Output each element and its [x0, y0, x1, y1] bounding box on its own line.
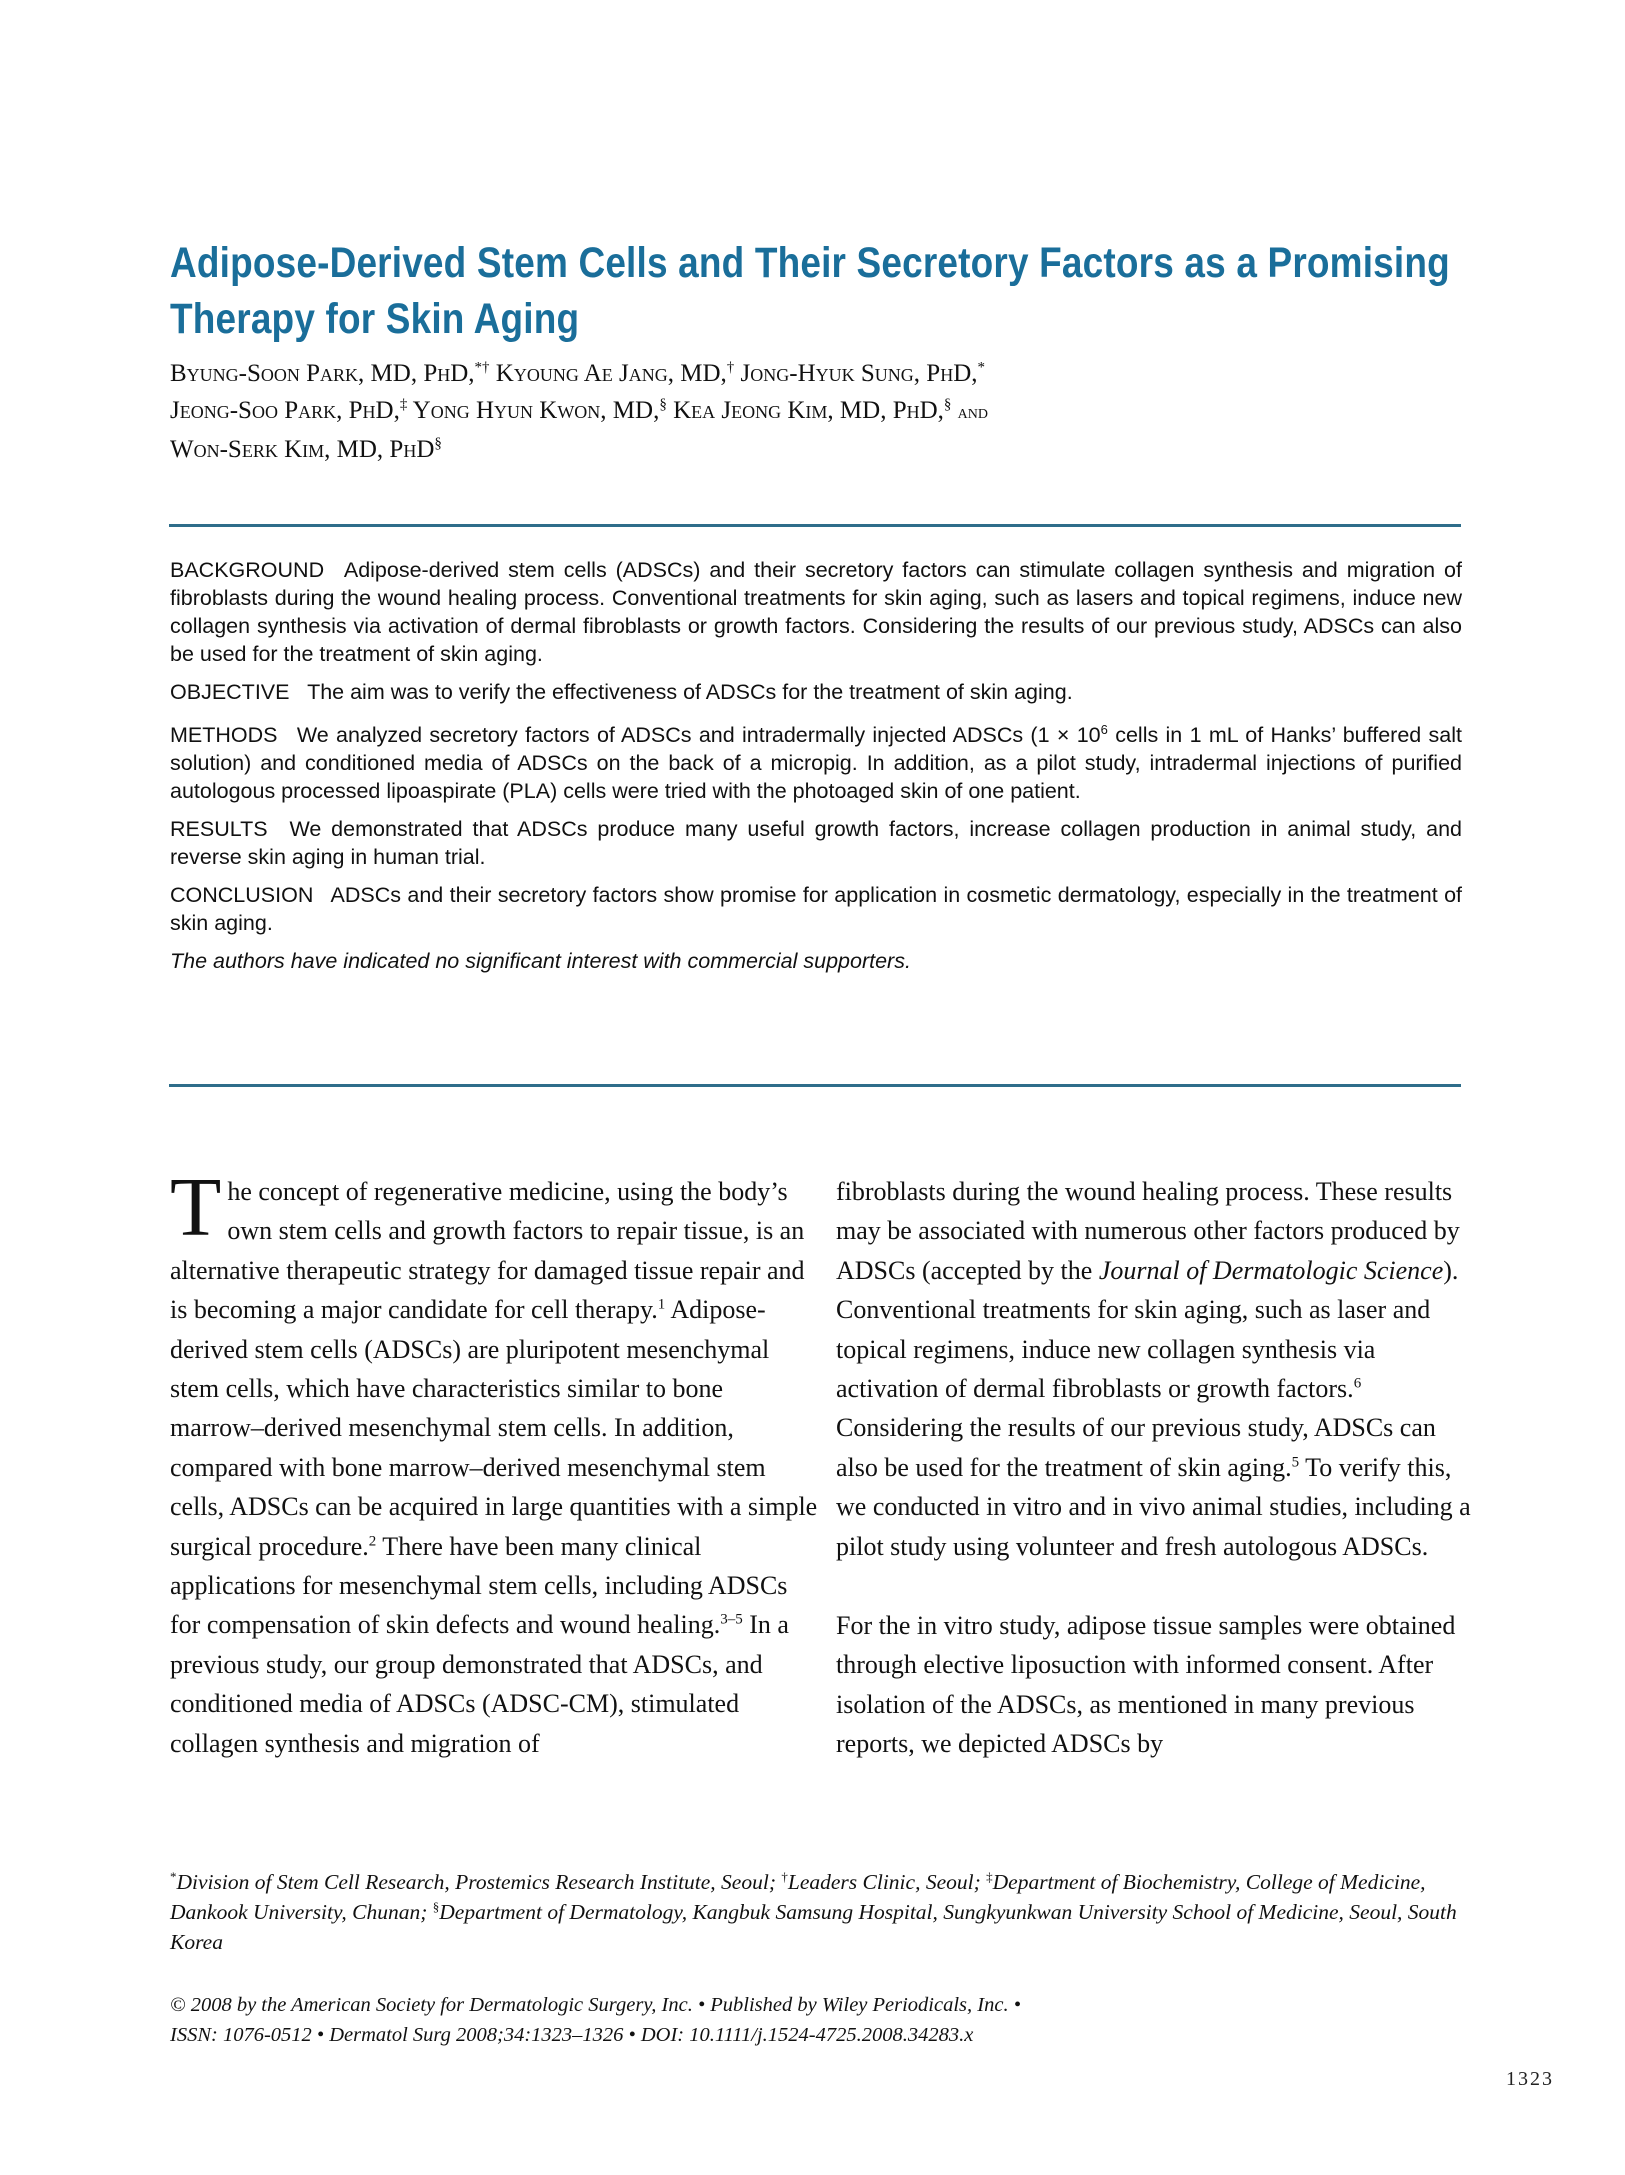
citation-doi-line: ISSN: 1076-0512 • Dermatol Surg 2008;34:1323–1326 • DOI: 10.1111/j.1524-4725.2008.34283.x — [170, 2024, 974, 2046]
citation[interactable]: 1 — [657, 1296, 666, 1313]
affiliation: Department of Biochemistry, College of Medicine, Dankook University, Chunan; — [170, 1870, 1426, 1924]
body-text: ). Conventional treatments for skin aging, such as laser and topical regimens, induce new collagen synthesis via activation of dermal fibroblasts or growth factors. — [836, 1255, 1459, 1404]
author-list — [170, 355, 1370, 468]
section-label: RESULTS — [170, 817, 268, 842]
abstract-objective — [170, 678, 1462, 706]
affiliation-mark: * — [170, 1868, 177, 1884]
body-text: In a previous study, our group demonstrated that ADSCs, and conditioned media of ADSCs (ADSC-CM), stimulated collagen synthesis and migration of — [170, 1610, 789, 1758]
author: Jong-Hyuk Sung, PhD, — [740, 360, 978, 387]
citation[interactable]: 2 — [368, 1533, 377, 1549]
drop-cap: T — [170, 1161, 222, 1254]
affiliation-mark: † — [726, 359, 735, 376]
article-title: Adipose-Derived Stem Cells and Their Secretory Factors as a Promising Therapy for Skin Aging — [170, 238, 1450, 343]
section-text: We demonstrated that ADSCs produce many useful growth factors, increase collagen production in animal study, and reverse skin aging in human trial. — [170, 817, 1462, 870]
abstract-conclusion — [170, 881, 1462, 937]
citation[interactable]: 5 — [1291, 1454, 1300, 1471]
affiliation-mark: *† — [474, 359, 490, 376]
exponent: 6 — [1100, 722, 1108, 737]
abstract — [170, 556, 1462, 985]
disclosure-statement: The authors have indicated no significant interest with commercial supporters. — [170, 949, 911, 974]
affiliation-mark: § — [434, 435, 442, 452]
affiliation: Leaders Clinic, Seoul; — [787, 1870, 987, 1894]
body-column-left — [170, 1161, 818, 1763]
section-text: ADSCs and their secretory factors show promise for application in cosmetic dermatology, especially in the treatment of skin aging. — [170, 883, 1463, 936]
section-text: cells in 1 mL of Hanks’ buffered salt solution) and conditioned media of ADSCs on the back of a micropig. In addition, as a pilot study, intradermal injections of purified autologous processed lipoaspirate (PLA) cells were tried with the photoaged skin of one patient. — [170, 723, 1463, 804]
copyright-block — [170, 1990, 1470, 2050]
citation[interactable]: 6 — [1353, 1375, 1362, 1392]
affiliation-mark: * — [977, 359, 985, 376]
body-text: fibroblasts during the wound healing process. These results may be associated with numerous other factors produced by ADSCs (accepted by the — [836, 1177, 1460, 1285]
body-text: Adipose-derived stem cells (ADSCs) are pluripotent mesenchymal stem cells, which have characteristics similar to bone marrow–derived mesenchymal stem cells. In addition, compared with bone marrow–derived mesenchymal stem cells, ADSCs can be acquired in large quantities with a simple surgical procedure. — [170, 1295, 818, 1561]
section-label: BACKGROUND — [170, 558, 325, 582]
affiliation-mark: † — [781, 1868, 788, 1884]
affiliations-footnote — [170, 1867, 1470, 1957]
section-text: The aim was to verify the effectiveness of ADSCs for the treatment of skin aging. — [307, 680, 1073, 704]
abstract-bottom-rule — [169, 1084, 1461, 1087]
paragraph-gap — [836, 1566, 1484, 1606]
page-number: 1323 — [1506, 2068, 1554, 2090]
affiliation-mark: § — [943, 396, 952, 413]
body-paragraph: For the in vitro study, adipose tissue samples were obtained through elective liposuction with informed consent. After isolation of the ADSCs, as mentioned in many previous reports, we depicted ADSCs by — [836, 1611, 1456, 1759]
journal-name: Journal of Dermatologic Science — [1098, 1255, 1444, 1285]
body-paragraph — [836, 1172, 1484, 1566]
section-label: METHODS — [170, 723, 278, 748]
body-text: There have been many clinical applications for mesenchymal stem cells, including ADSCs for compensation of skin defects and wound healing. — [170, 1531, 788, 1640]
abstract-methods — [170, 716, 1462, 805]
body-text: he concept of regenerative medicine, using the body’s own stem cells and growth factors to repair tissue, is an alternative therapeutic strategy for damaged tissue repair and is becoming a major candidate for cell therapy. — [170, 1177, 805, 1325]
body-text: To verify this, we conducted in vitro and in vivo animal studies, including a pilot study using volunteer and fresh autologous ADSCs. — [836, 1452, 1471, 1561]
citation[interactable]: 3–5 — [720, 1611, 743, 1628]
affiliation: Department of Dermatology, Kangbuk Samsung Hospital, Sungkyunkwan University School of Medicine, Seoul, South Korea — [170, 1900, 1457, 1954]
copyright-line: © 2008 by the American Society for Dermatologic Surgery, Inc. • Published by Wiley Periodicals, Inc. • — [170, 1994, 1021, 2016]
author-conjunction: and — [957, 401, 989, 423]
section-label: OBJECTIVE — [170, 680, 290, 704]
section-label: CONCLUSION — [170, 883, 314, 908]
author: Won-Serk Kim, MD, PhD — [170, 436, 435, 463]
abstract-top-rule — [169, 524, 1461, 527]
author: Byung-Soon Park, MD, PhD, — [170, 360, 475, 387]
abstract-results — [170, 815, 1462, 871]
abstract-background — [170, 556, 1462, 668]
section-text: Adipose-derived stem cells (ADSCs) and their secretory factors can stimulate collagen synthesis and migration of fibroblasts during the wound healing process. Conventional treatments for skin aging, such as lasers and topical regimens, induce new collagen synthesis via activation of dermal fibroblasts or growth factors. Considering the results of our previous study, ADSCs can also be used for the treatment of skin aging. — [170, 558, 1462, 666]
body-column-right — [836, 1172, 1484, 1764]
author: Jeong-Soo Park, PhD, — [170, 397, 400, 424]
section-text: We analyzed secretory factors of ADSCs and intradermally injected ADSCs (1 × 10 — [296, 723, 1101, 748]
author: Kea Jeong Kim, MD, PhD, — [673, 397, 944, 424]
author: Yong Hyun Kwon, MD, — [412, 397, 660, 424]
affiliation-mark: ‡ — [986, 1868, 993, 1884]
author: Kyoung Ae Jang, MD, — [495, 360, 727, 387]
affiliation: Division of Stem Cell Research, Prostemics Research Institute, Seoul; — [176, 1870, 782, 1894]
body-paragraph — [170, 1161, 818, 1763]
affiliation-mark: § — [432, 1898, 440, 1914]
body-text: Considering the results of our previous study, ADSCs can also be used for the treatment of skin aging. — [836, 1413, 1436, 1482]
affiliation-mark: ‡ — [399, 396, 408, 413]
affiliation-mark: § — [659, 396, 667, 413]
